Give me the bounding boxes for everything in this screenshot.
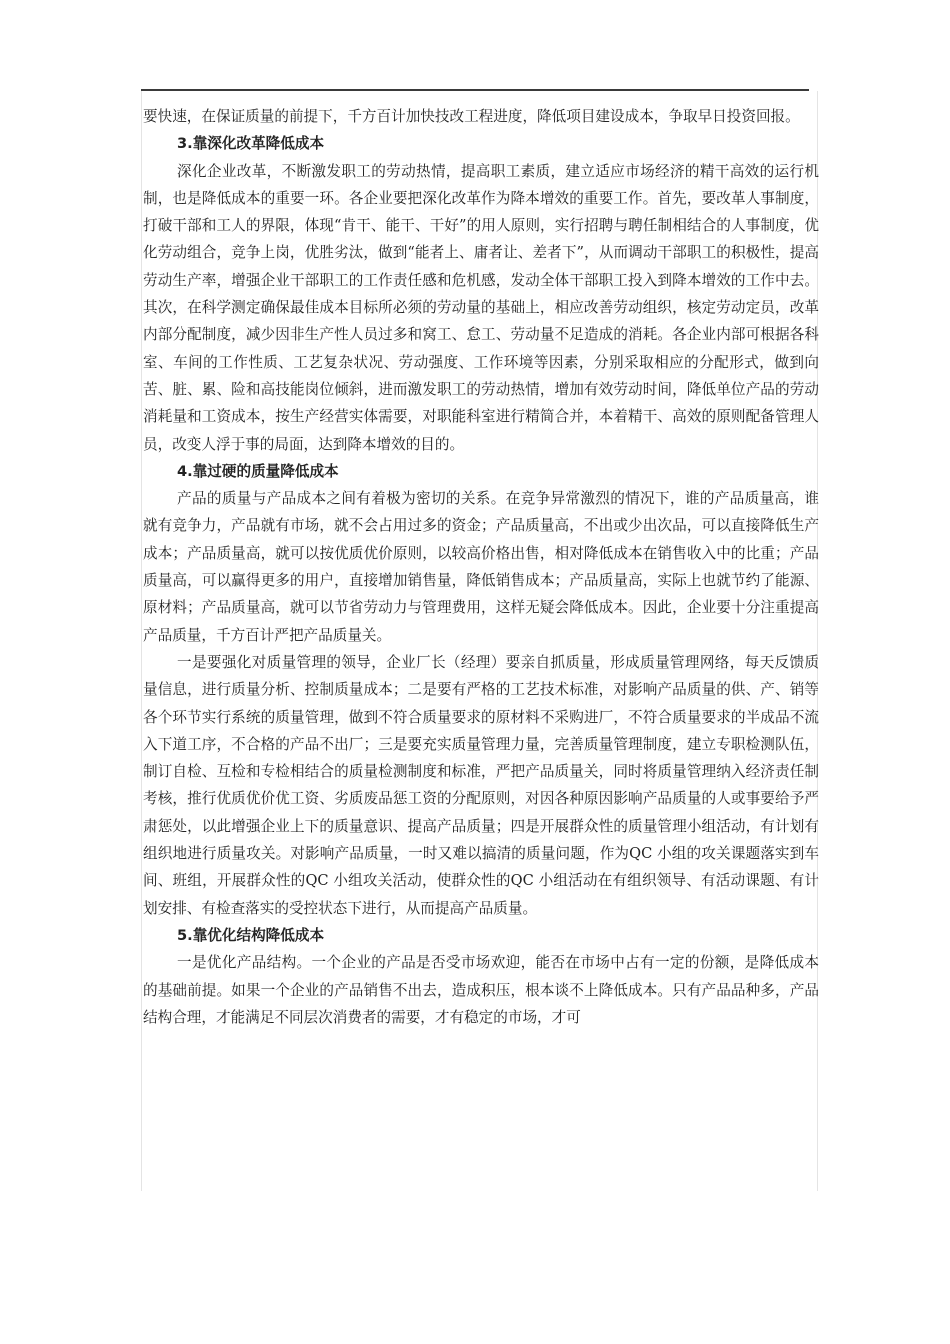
section-heading-3: 3.靠深化改革降低成本: [177, 135, 325, 153]
document-body: [143, 103, 819, 1031]
section-heading-5: 5.靠优化结构降低成本: [177, 926, 325, 944]
paragraph-quality-measures: 一是要强化对质量管理的领导，企业厂长（经理）要亲自抓质量，形成质量管理网络，每天反馈质量信息，进行质量分析、控制质量成本；二是要有严格的工艺技术标准，对影响产品质量的供、产、销等各个环节实行系统的质量管理，做到不符合质量要求的原材料不采购进厂，不符合质量要求的半成品不流入下道工序，不合格的产品不出厂；三是要充实质量管理力量，完善质量管理制度，建立专职检测队伍，制订自检、互检和专检相结合的质量检测制度和标准，严把产品质量关，同时将质量管理纳入经济责任制考核，推行优质优价优工资、劣质废品惩工资的分配原则，对因各种原因影响产品质量的人或事要给予严肃惩处，以此增强企业上下的质量意识、提高产品质量；四是开展群众性的质量管理小组活动，有计划有组织地进行质量攻关。对影响产品质量，一时又难以搞清的质量问题，作为QC 小组的攻关课题落实到车间、班组，开展群众性的QC 小组攻关活动，使群众性的QC 小组活动在有组织领导、有活动课题、有计划安排、有检查落实的受控状态下进行，从而提高产品质量。: [143, 653, 819, 917]
paragraph-reform: 深化企业改革，不断激发职工的劳动热情，提高职工素质，建立适应市场经济的精干高效的运行机制，也是降低成本的重要一环。各企业要把深化改革作为降本增效的重要工作。首先，要改革人事制度，打破干部和工人的界限，体现“肯干、能干、干好”的用人原则，实行招聘与聘任制相结合的人事制度，优化劳动组合，竞争上岗，优胜劣汰，做到“能者上、庸者让、差者下”，从而调动干部职工的积极性，提高劳动生产率，增强企业干部职工的工作责任感和危机感，发动全体干部职工投入到降本增效的工作中去。其次，在科学测定确保最佳成本目标所必须的劳动量的基础上，相应改善劳动组织，核定劳动定员，改革内部分配制度，减少因非生产性人员过多和窝工、怠工、劳动量不足造成的消耗。各企业内部可根据各科室、车间的工作性质、工艺复杂状况、劳动强度、工作环境等因素，分别采取相应的分配形式，做到向苦、脏、累、险和高技能岗位倾斜，进而激发职工的劳动热情，增加有效劳动时间，降低单位产品的劳动消耗量和工资成本，按生产经营实体需要，对职能科室进行精简合并，本着精干、高效的原则配备管理人员，改变人浮于事的局面，达到降本增效的目的。: [143, 162, 819, 453]
paragraph-continued: 要快速，在保证质量的前提下，千方百计加快技改工程进度，降低项目建设成本，争取早日投资回报。: [143, 108, 800, 125]
paragraph-structure: 一是优化产品结构。一个企业的产品是否受市场欢迎，能否在市场中占有一定的份额，是降低成本的基础前提。如果一个企业的产品销售不出去，造成积压，根本谈不上降低成本。只有产品品种多，产品结构合理，才能满足不同层次消费者的需要，才有稳定的市场，才可: [143, 954, 819, 1026]
section-heading-4: 4.靠过硬的质量降低成本: [177, 462, 339, 480]
paragraph-quality: 产品的质量与产品成本之间有着极为密切的关系。在竞争异常激烈的情况下，谁的产品质量高，谁就有竞争力，产品就有市场，就不会占用过多的资金；产品质量高，不出或少出次品，可以直接降低生产成本；产品质量高，就可以按优质优价原则，以较高价格出售，相对降低成本在销售收入中的比重；产品质量高，可以赢得更多的用户，直接增加销售量，降低销售成本；产品质量高，实际上也就节约了能源、原材料；产品质量高，就可以节省劳动力与管理费用，这样无疑会降低成本。因此，企业要十分注重提高产品质量，千方百计严把产品质量关。: [143, 490, 819, 644]
